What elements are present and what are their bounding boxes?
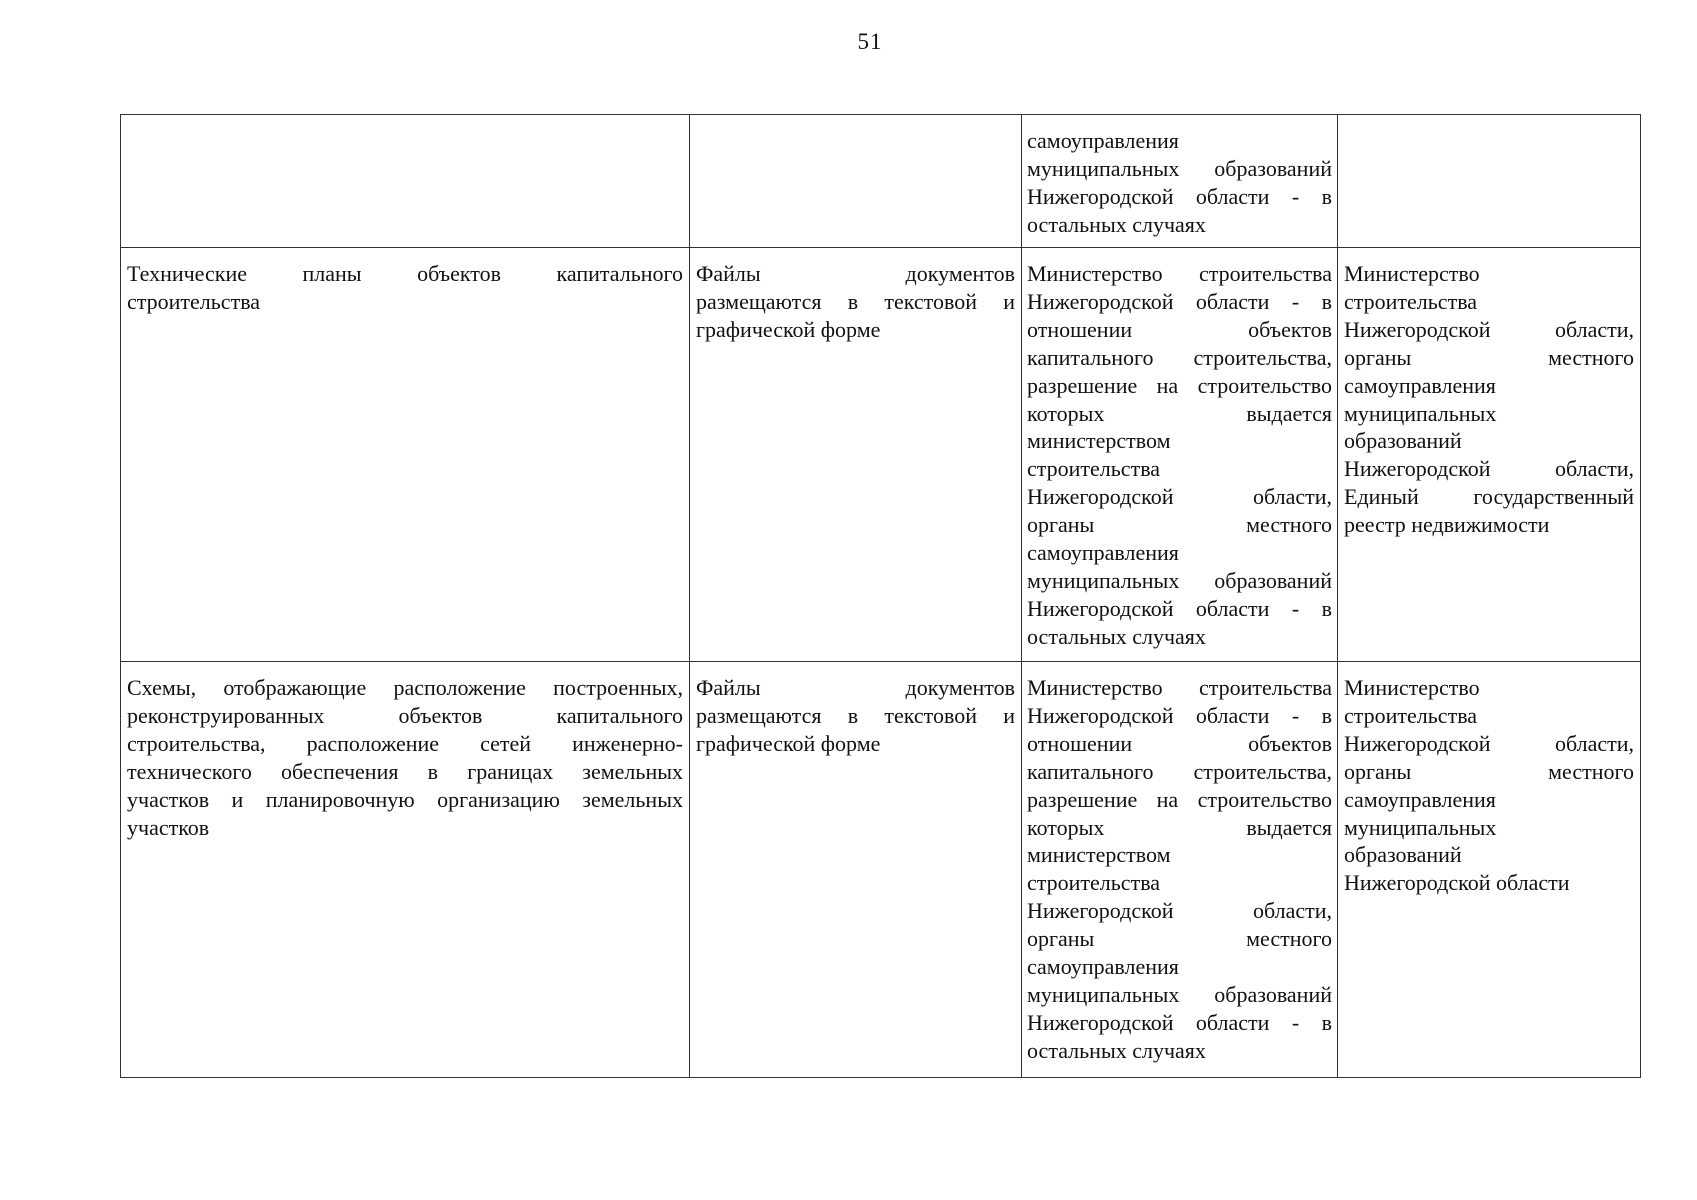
cell-text-line: графической форме [696, 730, 881, 756]
responsible-authority-cell [1022, 248, 1338, 662]
document-table-body [121, 115, 1641, 1078]
cell-text-line: образований [1344, 842, 1462, 868]
cell-text-line: строительства [1344, 702, 1478, 728]
cell-text-line: технического обеспечения в границах земельных [127, 758, 683, 784]
document-name-cell [121, 115, 690, 248]
cell-text-line: размещаются в текстовой и [696, 288, 1015, 314]
cell-text-line: самоуправления [1344, 786, 1496, 812]
cell-text-line: муниципальных образований [1027, 567, 1332, 593]
table-row [121, 662, 1641, 1078]
cell-text-line: участков [127, 814, 210, 840]
cell-text-line: Нижегородской области, [1344, 456, 1634, 482]
table-row [121, 248, 1641, 662]
table-row [121, 115, 1641, 248]
cell-text-line: Нижегородской области - в [1027, 702, 1332, 728]
cell-text-line: органы местного [1344, 344, 1634, 370]
document-name-cell [121, 248, 690, 662]
cell-text-line: органы местного [1027, 512, 1332, 538]
cell-text-line: самоуправления [1027, 954, 1179, 980]
data-source-cell [1338, 662, 1641, 1078]
cell-text-line: министерством [1027, 428, 1171, 454]
page-number: 51 [857, 29, 883, 54]
cell-text-line: самоуправления [1344, 372, 1496, 398]
document-format-cell [690, 662, 1022, 1078]
cell-text-line: реконструированных объектов капитального [127, 702, 683, 728]
cell-text-line: Министерство [1344, 675, 1480, 700]
cell-text-line: Единый государственный [1344, 484, 1634, 510]
cell-text-line: разрешение на строительство [1027, 786, 1332, 812]
cell-text-line: строительства [127, 288, 261, 314]
cell-text-line: разрешение на строительство [1027, 372, 1332, 398]
cell-text-line: реестр недвижимости [1344, 512, 1550, 538]
responsible-authority-cell [1022, 662, 1338, 1078]
cell-text-line: Нижегородской области [1344, 870, 1570, 896]
responsible-authority-cell [1022, 115, 1338, 248]
cell-text-line: строительства, расположение сетей инженерно- [127, 730, 683, 756]
cell-text-line: Министерство строительства [1027, 261, 1332, 286]
cell-text-line: органы местного [1344, 758, 1634, 784]
cell-text-line: Министерство строительства [1027, 675, 1332, 700]
cell-text-line: отношении объектов [1027, 730, 1332, 756]
cell-text-line: остальных случаях [1027, 623, 1206, 649]
cell-text-line: Файлы документов [696, 261, 1015, 286]
document-table [120, 114, 1641, 1078]
cell-text-line: Нижегородской области, [1344, 316, 1634, 342]
cell-text-line: Министерство [1344, 261, 1480, 286]
cell-text-line: Схемы, отображающие расположение построенных, [127, 675, 683, 700]
cell-text-line: муниципальных образований [1027, 981, 1332, 1007]
cell-text-line: муниципальных образований [1027, 155, 1332, 181]
cell-text-line: образований [1344, 428, 1462, 454]
cell-text-line: Нижегородской области - в [1027, 595, 1332, 621]
cell-text-line: капитального строительства, [1027, 344, 1332, 370]
document-format-cell [690, 248, 1022, 662]
cell-text-line: самоуправления [1027, 128, 1179, 153]
cell-text-line: Нижегородской области - в [1027, 288, 1332, 314]
cell-text-line: участков и планировочную организацию земельных [127, 786, 683, 812]
document-format-cell [690, 115, 1022, 248]
cell-text-line: отношении объектов [1027, 316, 1332, 342]
cell-text-line: строительства [1027, 870, 1161, 896]
cell-text-line: Технические планы объектов капитального [127, 261, 683, 286]
data-source-cell [1338, 115, 1641, 248]
cell-text-line: остальных случаях [1027, 1037, 1206, 1063]
cell-text-line: Нижегородской области, [1027, 898, 1332, 924]
cell-text-line: графической форме [696, 316, 881, 342]
cell-text-line: Нижегородской области - в [1027, 1009, 1332, 1035]
cell-text-line: размещаются в текстовой и [696, 702, 1015, 728]
cell-text-line: министерством [1027, 842, 1171, 868]
cell-text-line: строительства [1344, 288, 1478, 314]
cell-text-line: строительства [1027, 456, 1161, 482]
cell-text-line: капитального строительства, [1027, 758, 1332, 784]
cell-text-line: муниципальных [1344, 814, 1497, 840]
cell-text-line: которых выдается [1027, 814, 1332, 840]
cell-text-line: Файлы документов [696, 675, 1015, 700]
cell-text-line: Нижегородской области, [1344, 730, 1634, 756]
cell-text-line: которых выдается [1027, 400, 1332, 426]
cell-text-line: Нижегородской области - в [1027, 183, 1332, 209]
cell-text-line: муниципальных [1344, 400, 1497, 426]
cell-text-line: самоуправления [1027, 540, 1179, 566]
data-source-cell [1338, 248, 1641, 662]
document-name-cell [121, 662, 690, 1078]
cell-text-line: органы местного [1027, 926, 1332, 952]
cell-text-line: Нижегородской области, [1027, 484, 1332, 510]
cell-text-line: остальных случаях [1027, 211, 1206, 237]
